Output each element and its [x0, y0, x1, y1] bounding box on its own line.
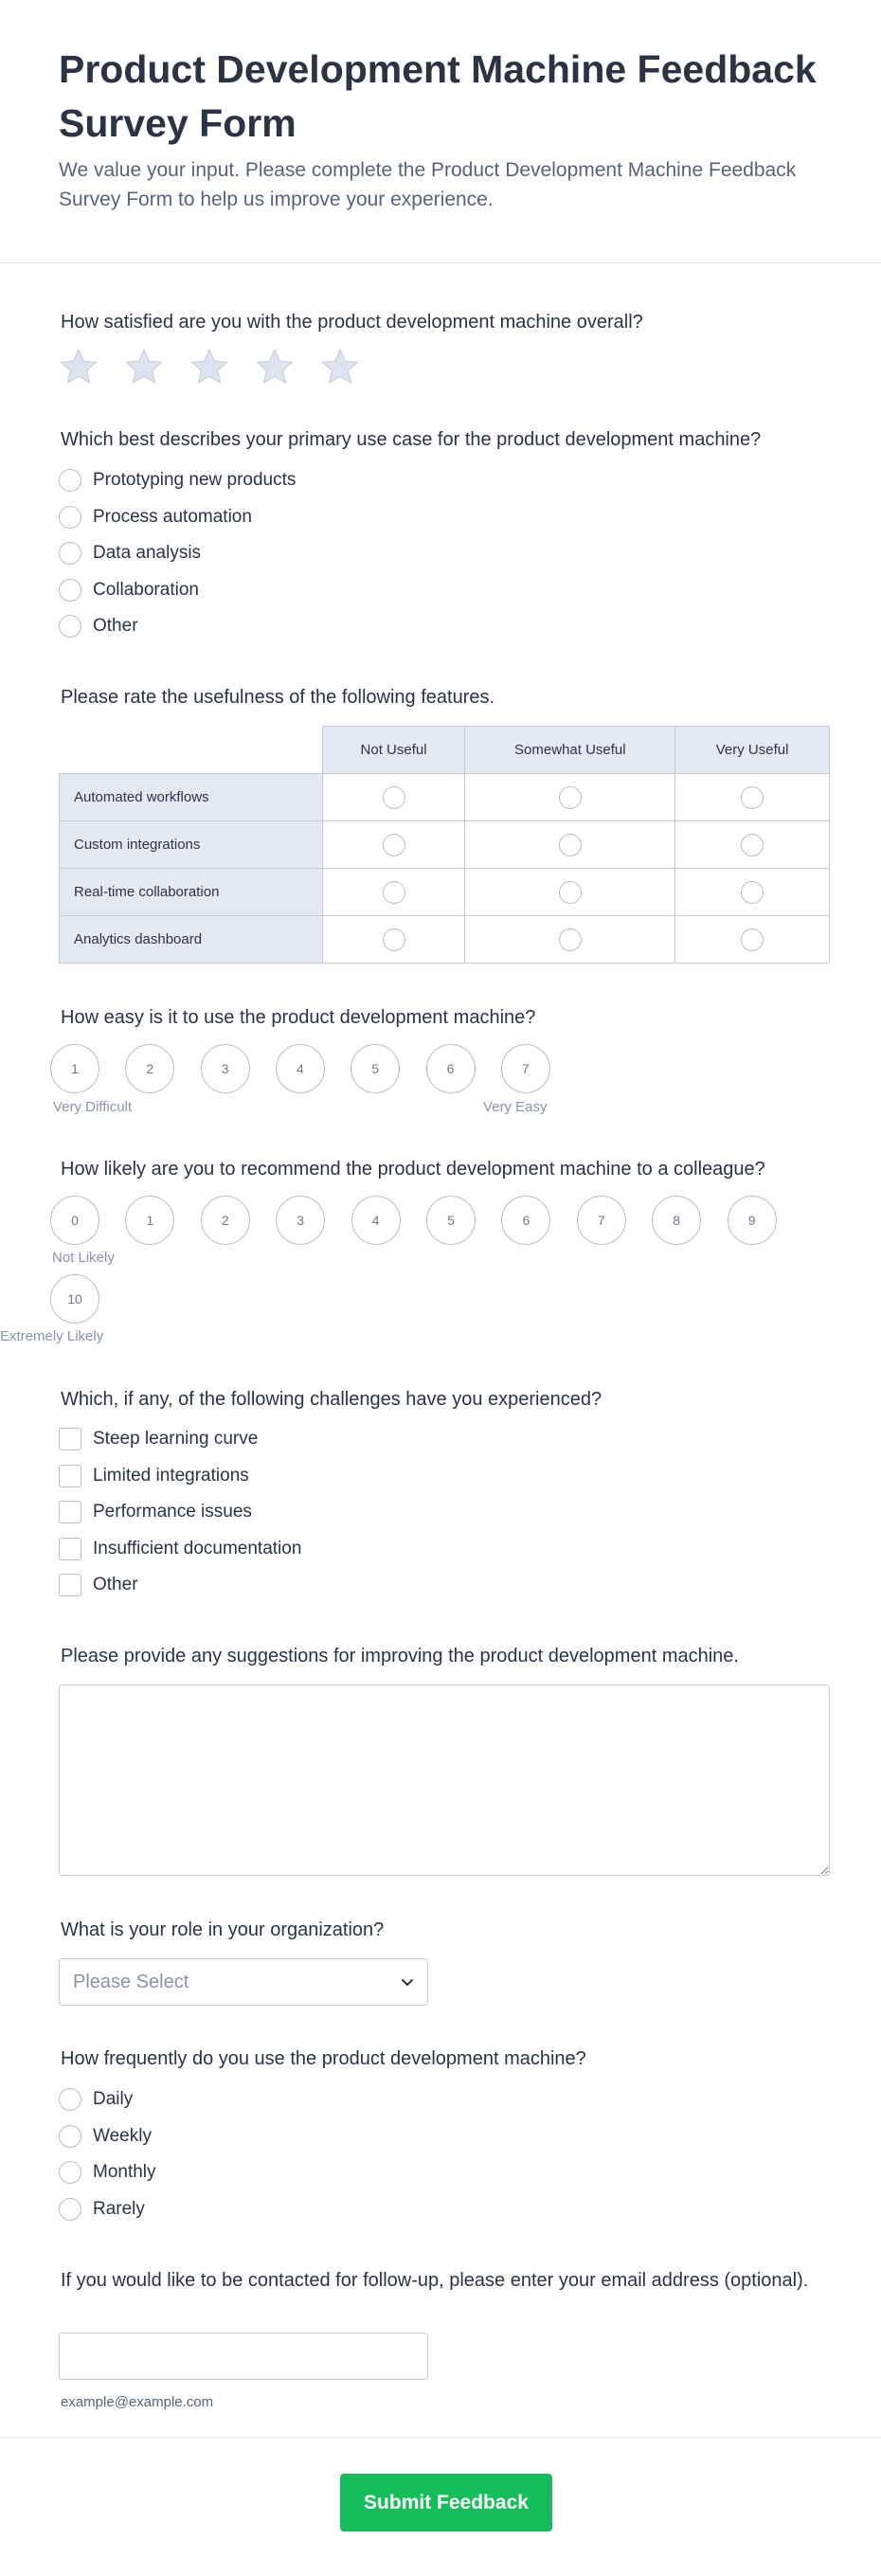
matrix-column-header: Somewhat Useful — [465, 727, 675, 774]
matrix-cell — [465, 774, 675, 821]
ease-scale-option[interactable]: 2 — [125, 1044, 174, 1093]
challenge-option[interactable] — [59, 1427, 258, 1451]
option-label: Collaboration — [93, 579, 199, 600]
role-question-label: What is your role in your organization? — [61, 1919, 385, 1940]
radio-button[interactable] — [383, 928, 405, 951]
frequency-option[interactable] — [59, 2160, 156, 2185]
radio-button[interactable] — [59, 579, 81, 602]
star-icon[interactable] — [320, 347, 360, 387]
ease-scale-option[interactable]: 1 — [50, 1044, 99, 1093]
option-label: Rarely — [93, 2198, 145, 2219]
radio-button[interactable] — [59, 615, 81, 638]
use-case-option[interactable] — [59, 578, 199, 603]
suggestions-textarea[interactable] — [59, 1684, 830, 1876]
star-icon[interactable] — [189, 347, 229, 387]
matrix-cell — [675, 869, 830, 916]
checkbox[interactable] — [59, 1428, 81, 1450]
role-select-placeholder: Please Select — [73, 1972, 189, 1992]
matrix-corner — [60, 727, 323, 774]
radio-button[interactable] — [559, 928, 582, 951]
option-label: Weekly — [93, 2125, 152, 2146]
radio-button[interactable] — [59, 542, 81, 565]
radio-button[interactable] — [59, 469, 81, 492]
option-label: Data analysis — [93, 543, 202, 563]
option-label: Performance issues — [93, 1502, 252, 1522]
matrix-cell — [322, 821, 465, 869]
matrix-row — [60, 774, 830, 821]
option-label: Process automation — [93, 506, 252, 527]
ease-scale-option[interactable]: 5 — [351, 1044, 400, 1093]
matrix-row — [60, 869, 830, 916]
challenge-option[interactable] — [59, 1537, 301, 1561]
radio-button[interactable] — [559, 881, 582, 904]
radio-button[interactable] — [383, 834, 405, 856]
option-label: Insufficient documentation — [93, 1538, 302, 1558]
recommend-scale-option[interactable]: 10 — [50, 1274, 99, 1324]
recommend-scale-option[interactable]: 8 — [652, 1196, 701, 1245]
email-sublabel: example@example.com — [61, 2394, 214, 2410]
recommend-question-label: How likely are you to recommend the product development machine to a colleague? — [61, 1159, 765, 1180]
recommend-scale-option[interactable]: 4 — [351, 1196, 401, 1245]
option-label: Prototyping new products — [93, 470, 297, 490]
matrix-cell — [322, 869, 465, 916]
email-question-label: If you would like to be contacted for follow-up, please enter your email address (optional). — [61, 2270, 809, 2291]
radio-button[interactable] — [59, 2088, 81, 2111]
matrix-row-label: Custom integrations — [60, 821, 323, 869]
radio-button[interactable] — [559, 834, 582, 856]
ease-scale-option[interactable]: 4 — [276, 1044, 325, 1093]
ease-min-label: Very Difficult — [53, 1099, 133, 1115]
submit-button[interactable]: Submit Feedback — [340, 2474, 552, 2531]
matrix-cell — [675, 916, 830, 964]
option-label: Other — [93, 1575, 138, 1594]
option-label: Monthly — [93, 2162, 156, 2182]
checkbox[interactable] — [59, 1574, 81, 1596]
checkbox[interactable] — [59, 1465, 81, 1487]
matrix-cell — [322, 774, 465, 821]
radio-button[interactable] — [559, 786, 582, 809]
satisfaction-question-label: How satisfied are you with the product development machine overall? — [61, 312, 643, 333]
matrix-row-label: Real-time collaboration — [60, 869, 323, 916]
ease-scale-option[interactable]: 6 — [426, 1044, 476, 1093]
role-select[interactable] — [59, 1958, 428, 2006]
star-icon[interactable] — [124, 347, 164, 387]
ease-scale-option[interactable]: 7 — [501, 1044, 550, 1093]
matrix-row-label: Analytics dashboard — [60, 916, 323, 964]
matrix-cell — [465, 916, 675, 964]
recommend-scale-option[interactable]: 2 — [201, 1196, 250, 1245]
frequency-option[interactable] — [59, 2124, 152, 2149]
radio-button[interactable] — [741, 881, 764, 904]
ease-scale-option[interactable]: 3 — [201, 1044, 250, 1093]
feature-usefulness-matrix — [59, 726, 830, 964]
use-case-option[interactable] — [59, 614, 138, 639]
suggestions-question-label: Please provide any suggestions for improving the product development machine. — [61, 1646, 739, 1666]
radio-button[interactable] — [59, 2125, 81, 2148]
challenge-option[interactable] — [59, 1573, 138, 1597]
recommend-scale-option[interactable]: 0 — [50, 1196, 99, 1245]
form-description: We value your input. Please complete the Product Development Machine Feedback Survey Form to help us improve your experience. — [59, 159, 797, 210]
features-question-label: Please rate the usefulness of the following features. — [61, 687, 495, 708]
matrix-column-header: Not Useful — [322, 727, 465, 774]
frequency-option[interactable] — [59, 2197, 145, 2222]
form-header — [0, 0, 881, 263]
form-title: Product Development Machine Feedback Survey Form — [59, 47, 817, 145]
recommend-scale-option[interactable]: 5 — [426, 1196, 476, 1245]
chevron-down-icon — [399, 1973, 416, 1991]
recommend-max-label: Extremely Likely — [0, 1328, 104, 1344]
option-label: Steep learning curve — [93, 1429, 259, 1449]
matrix-cell — [675, 774, 830, 821]
recommend-scale-option[interactable]: 7 — [577, 1196, 626, 1245]
radio-button[interactable] — [741, 786, 764, 809]
recommend-scale-option[interactable]: 6 — [501, 1196, 550, 1245]
radio-button[interactable] — [59, 506, 81, 529]
recommend-scale-option[interactable]: 1 — [125, 1196, 174, 1245]
radio-button[interactable] — [59, 2198, 81, 2221]
matrix-row — [60, 821, 830, 869]
radio-button[interactable] — [741, 928, 764, 951]
radio-button[interactable] — [59, 2161, 81, 2184]
frequency-question-label: How frequently do you use the product development machine? — [61, 2048, 586, 2069]
frequency-option[interactable] — [59, 2087, 133, 2112]
checkbox[interactable] — [59, 1538, 81, 1560]
matrix-row — [60, 916, 830, 964]
ease-question-label: How easy is it to use the product development machine? — [61, 1007, 536, 1028]
option-label: Limited integrations — [93, 1465, 249, 1486]
challenges-question-label: Which, if any, of the following challenges have you experienced? — [61, 1389, 602, 1410]
checkbox[interactable] — [59, 1501, 81, 1523]
recommend-scale-option[interactable]: 3 — [276, 1196, 325, 1245]
matrix-cell — [322, 916, 465, 964]
star-icon[interactable] — [255, 347, 295, 387]
use-case-question-label: Which best describes your primary use case for the product development machine? — [61, 429, 762, 450]
matrix-column-header: Very Useful — [675, 727, 830, 774]
matrix-cell — [465, 869, 675, 916]
recommend-min-label: Not Likely — [52, 1250, 115, 1266]
star-icon[interactable] — [59, 347, 99, 387]
radio-button[interactable] — [383, 786, 405, 809]
option-label: Daily — [93, 2089, 134, 2109]
challenge-option[interactable] — [59, 1464, 249, 1488]
footer-divider — [0, 2437, 881, 2438]
ease-max-label: Very Easy — [483, 1099, 548, 1115]
use-case-option[interactable] — [59, 505, 252, 530]
option-label: Other — [93, 616, 138, 636]
matrix-row-label: Automated workflows — [60, 774, 323, 821]
radio-button[interactable] — [741, 834, 764, 856]
matrix-cell — [675, 821, 830, 869]
matrix-cell — [465, 821, 675, 869]
use-case-option[interactable] — [59, 541, 201, 566]
challenge-option[interactable] — [59, 1500, 252, 1524]
email-field[interactable] — [59, 2333, 428, 2380]
radio-button[interactable] — [383, 881, 405, 904]
use-case-option[interactable] — [59, 468, 296, 493]
recommend-scale-option[interactable]: 9 — [728, 1196, 777, 1245]
